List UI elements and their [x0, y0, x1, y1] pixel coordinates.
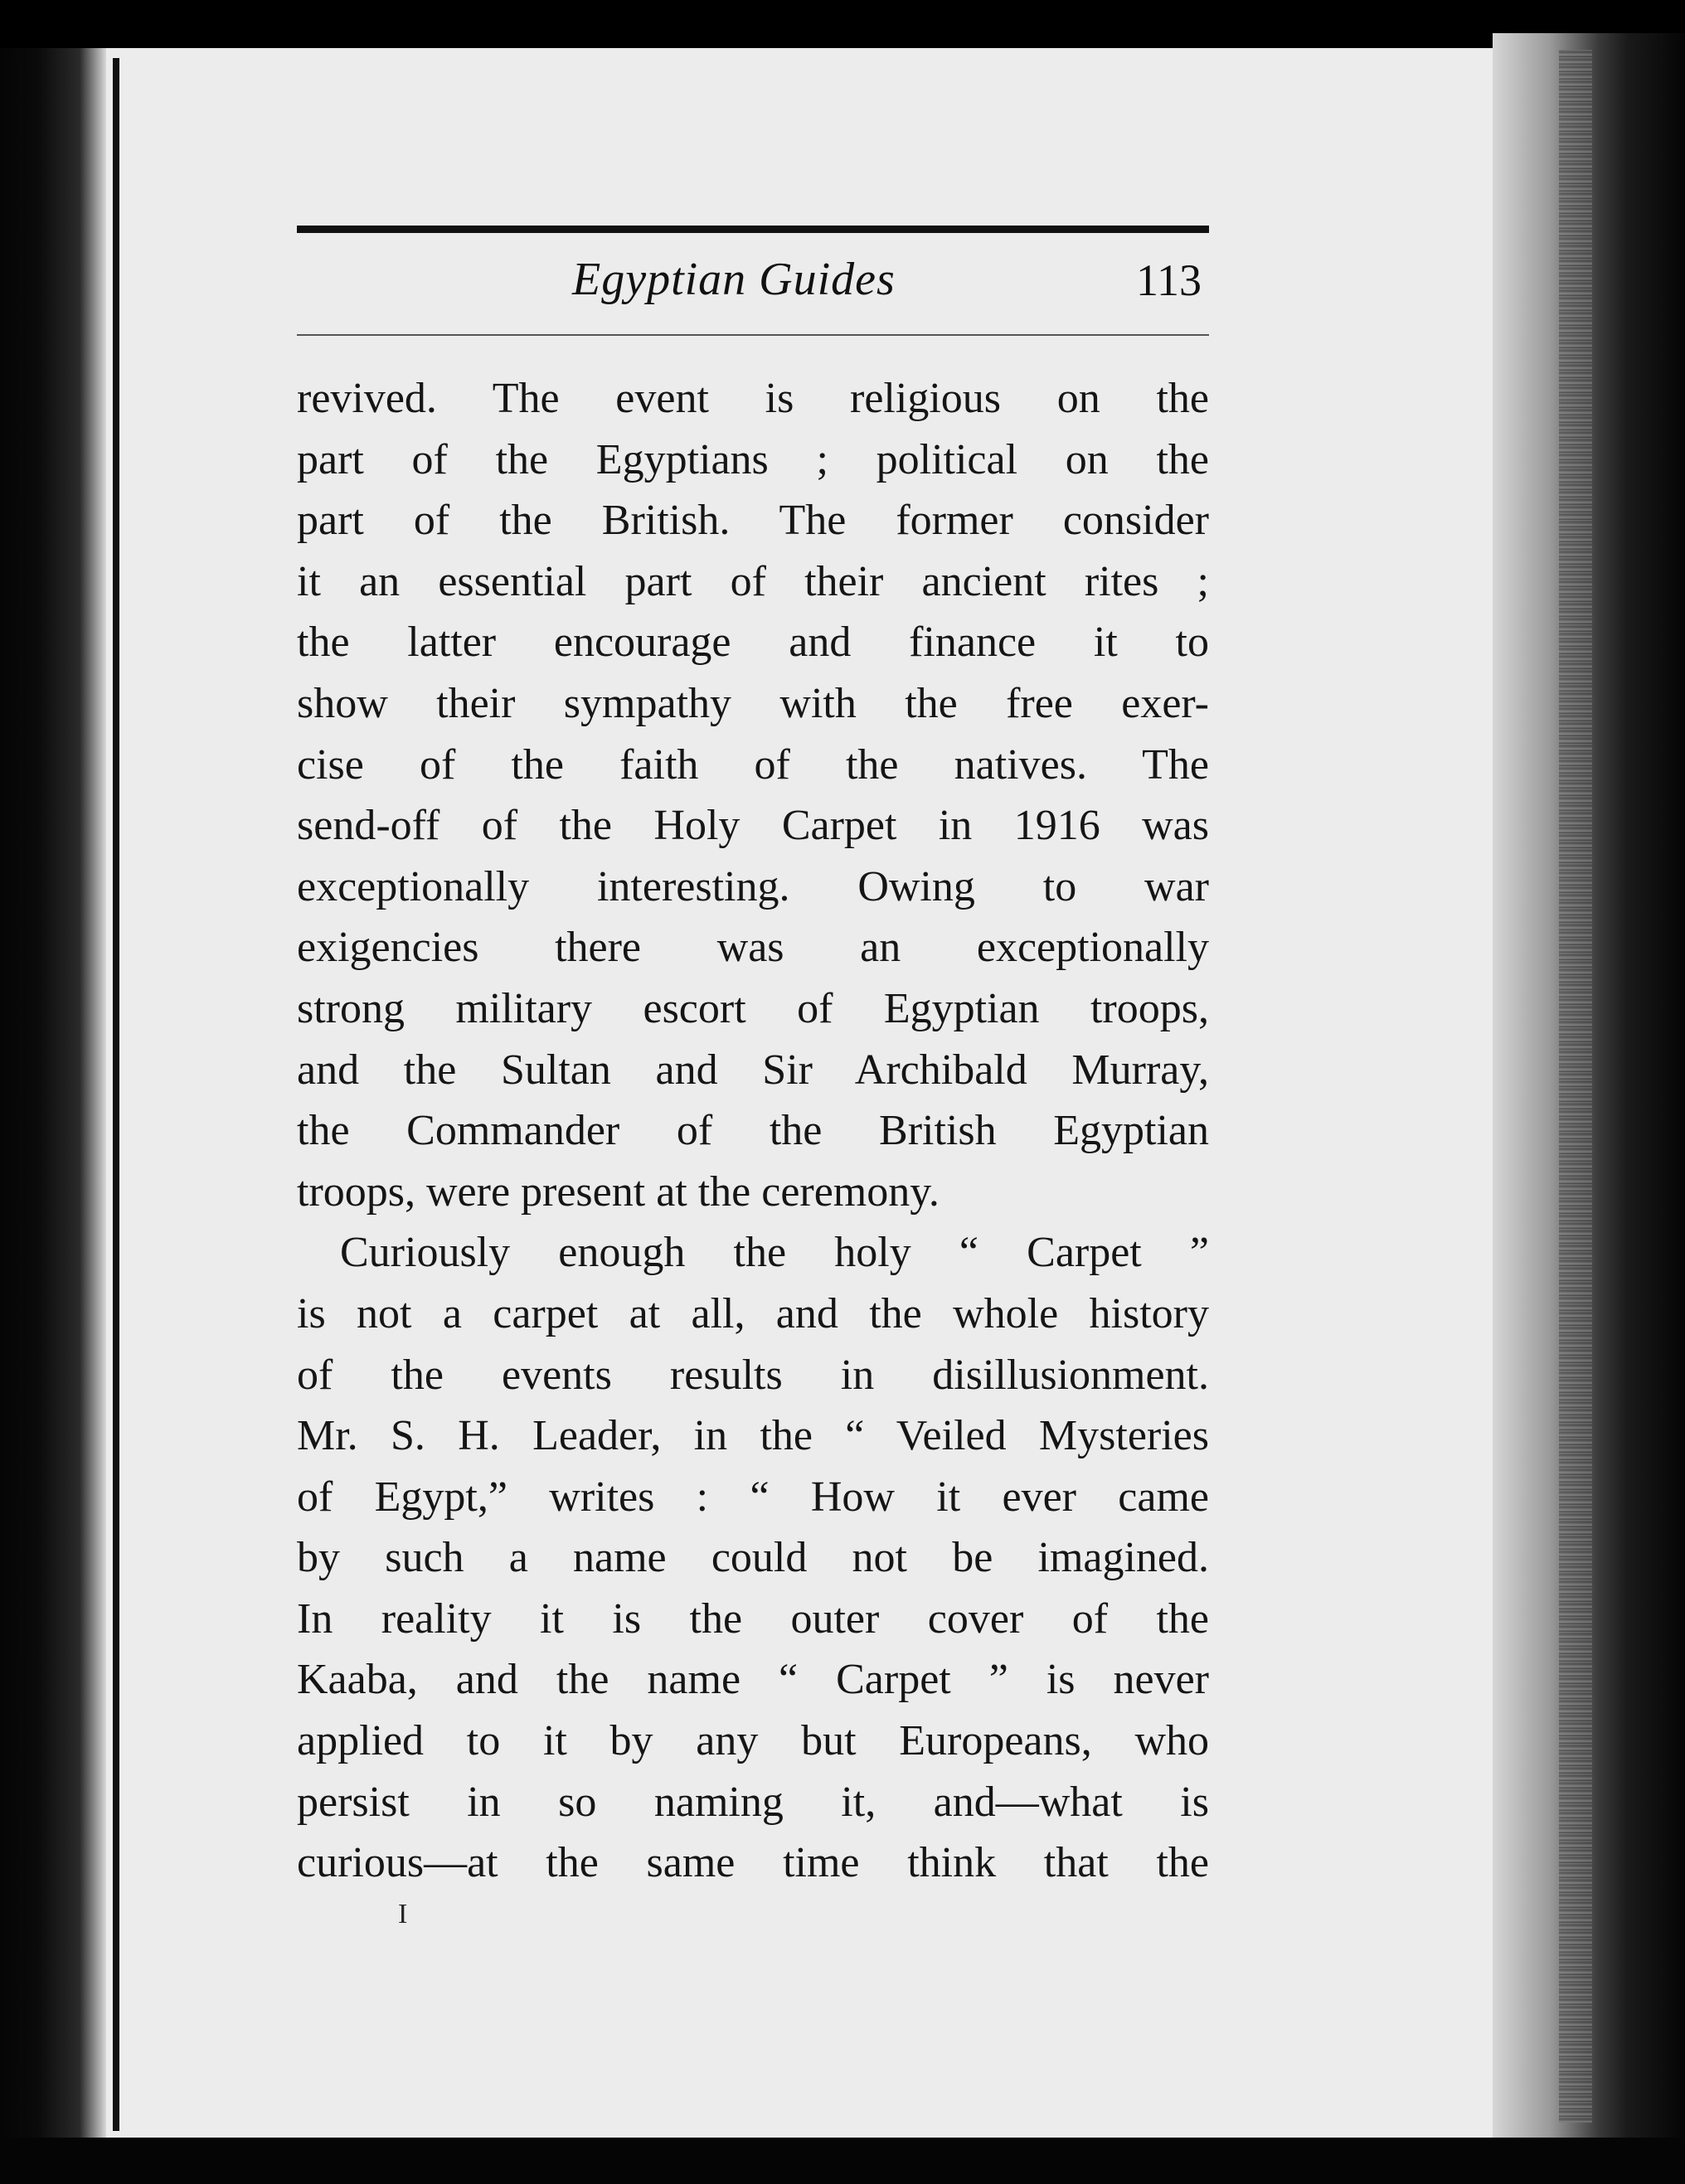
- text-line: part of the Egyptians ; political on the: [297, 435, 1209, 483]
- text-line: cise of the faith of the natives. The: [297, 740, 1209, 789]
- text-line: part of the British. The former consider: [297, 497, 1209, 545]
- text-line-paragraph-start: Curiously enough the holy “ Carpet ”: [340, 1229, 1209, 1277]
- text-line: curious—at the same time think that the: [297, 1839, 1209, 1887]
- text-line: Mr. S. H. Leader, in the “ Veiled Mysteries: [297, 1412, 1209, 1460]
- text-line: send-off of the Holy Carpet in 1916 was: [297, 802, 1209, 850]
- text-line: applied to it by any but Europeans, who: [297, 1717, 1209, 1765]
- text-line: In reality it is the outer cover of the: [297, 1594, 1209, 1643]
- text-line: and the Sultan and Sir Archibald Murray,: [297, 1046, 1209, 1094]
- header-rule-thick: [297, 226, 1209, 233]
- text-line: the Commander of the British Egyptian: [297, 1107, 1209, 1155]
- book-gutter-shadow: [0, 48, 106, 2138]
- text-line: by such a name could not be imagined.: [297, 1534, 1209, 1582]
- binding-edge: [113, 58, 119, 2131]
- text-line: of the events results in disillusionment.: [297, 1351, 1209, 1399]
- text-line: the latter encourage and finance it to: [297, 619, 1209, 667]
- text-line: is not a carpet at all, and the whole history: [297, 1289, 1209, 1337]
- text-line: Kaaba, and the name “ Carpet ” is never: [297, 1656, 1209, 1704]
- text-line: revived. The event is religious on the: [297, 375, 1209, 422]
- header-rule-thin: [297, 334, 1209, 336]
- text-line: show their sympathy with the free exer-: [297, 679, 1209, 727]
- text-line-paragraph-end: troops, were present at the ceremony.: [297, 1167, 940, 1216]
- running-title: Egyptian Guides: [572, 254, 896, 305]
- text-line: exceptionally interesting. Owing to war: [297, 862, 1209, 910]
- text-line: exigencies there was an exceptionally: [297, 924, 1209, 972]
- text-line: of Egypt,” writes : “ How it ever came: [297, 1473, 1209, 1521]
- page-stack-edge: [1559, 50, 1592, 2123]
- page-number: 113: [1136, 255, 1202, 305]
- text-line: persist in so naming it, and—what is: [297, 1778, 1209, 1826]
- text-line: it an essential part of their ancient rites ;: [297, 557, 1209, 605]
- body-text: [297, 368, 1209, 1894]
- scan-bottom-border: [0, 2138, 1685, 2184]
- signature-mark: I: [398, 1899, 408, 1929]
- text-line: strong military escort of Egyptian troops,: [297, 984, 1209, 1032]
